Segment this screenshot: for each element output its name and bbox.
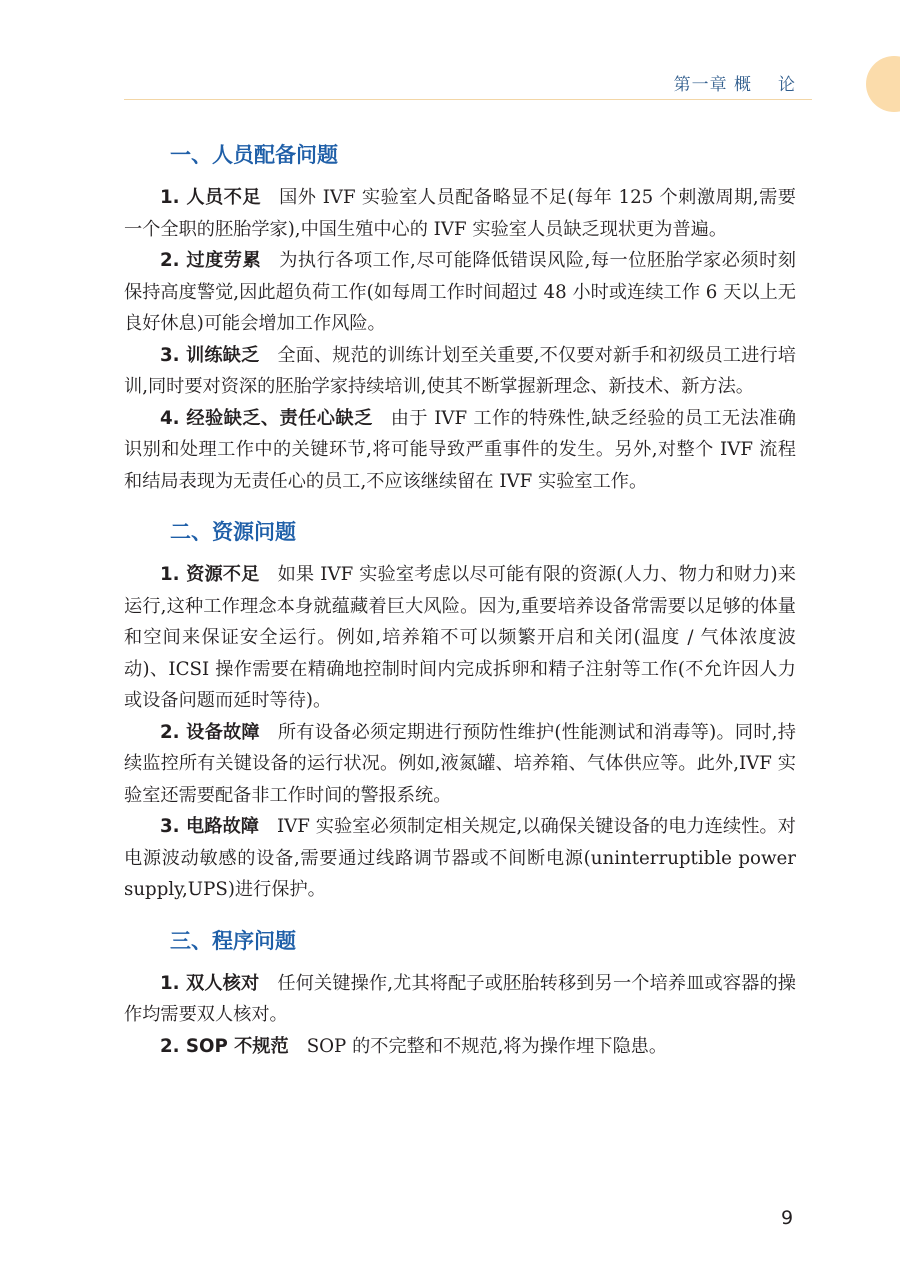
- item-text: 所有设备必须定期进行预防性维护(性能测试和消毒等)。同时,持续监控所有关键设备的运行状况。例如,液氮罐、培养箱、气体供应等。此外,IVF 实验室还需要配备非工作时间的警报系统。: [124, 721, 796, 806]
- item-title: 3. 电路故障: [160, 816, 259, 837]
- item-text: 国外 IVF 实验室人员配备略显不足(每年 125 个刺激周期,需要一个全职的胚胎学家),中国生殖中心的 IVF 实验室人员缺乏现状更为普遍。: [124, 187, 796, 240]
- item-title: 4. 经验缺乏、责任心缺乏: [160, 407, 373, 429]
- item-text: 任何关键操作,尤其将配子或胚胎转移到另一个培养皿或容器的操作均需要双人核对。: [124, 972, 796, 1025]
- item-text: 如果 IVF 实验室考虑以尽可能有限的资源(人力、物力和财力)来运行,这种工作理念本身就蕴藏着巨大风险。因为,重要培养设备常需要以足够的体量和空间来保证安全运行。例如,培养箱不可以频繁开启和关闭(温度 / 气体浓度波动)、ICSI 操作需要在精确地控制时间内完成拆卵和精子注射等工作(不允许因人力或设备问题而延时等待)。: [124, 564, 796, 711]
- item-title: 2. SOP 不规范: [160, 1035, 289, 1057]
- header-divider: [124, 99, 812, 100]
- item-text: SOP 的不完整和不规范,将为操作埋下隐患。: [306, 1035, 668, 1057]
- item-title: 1. 双人核对: [160, 972, 260, 994]
- item-text: 全面、规范的训练计划至关重要,不仅要对新手和初级员工进行培训,同时要对资深的胚胎学家持续培训,使其不断掌握新理念、新技术、新方法。: [124, 344, 796, 397]
- paragraph: [124, 968, 796, 1031]
- chapter-title-part1: 概: [734, 75, 752, 95]
- item-text: 由于 IVF 工作的特殊性,缺乏经验的员工无法准确识别和处理工作中的关键环节,将可能导致严重事件的发生。另外,对整个 IVF 流程和结局表现为无责任心的员工,不应该继续留在 IVF 实验室工作。: [124, 407, 796, 492]
- paragraph: [124, 717, 796, 812]
- item-text: IVF 实验室必须制定相关规定,以确保关键设备的电力连续性。对电源波动敏感的设备,需要通过线路调节器或不间断电源(uninterruptible power supply,UPS)进行保护。: [124, 816, 796, 900]
- item-title: 2. 过度劳累: [160, 250, 262, 271]
- paragraph: [124, 403, 796, 498]
- chapter-label: 第一章: [673, 75, 728, 95]
- item-title: 1. 资源不足: [160, 564, 260, 585]
- section-heading-procedures: 三、程序问题: [170, 928, 296, 953]
- item-title: 2. 设备故障: [160, 721, 260, 743]
- item-title: 3. 训练缺乏: [160, 344, 260, 366]
- section-heading-resources: 二、资源问题: [170, 520, 296, 544]
- paragraph: [124, 245, 796, 340]
- section-heading-staffing: 一、人员配备问题: [170, 143, 338, 167]
- page-number: 9: [781, 1207, 794, 1229]
- chapter-title-part2: 论: [778, 75, 796, 95]
- paragraph: [124, 559, 796, 717]
- paragraph: [124, 182, 796, 245]
- paragraph: [124, 340, 796, 403]
- page-body: [124, 132, 796, 1062]
- item-title: 1. 人员不足: [160, 187, 262, 208]
- paragraph: [124, 811, 796, 906]
- item-text: 为执行各项工作,尽可能降低错误风险,每一位胚胎学家必须时刻保持高度警觉,因此超负荷工作(如每周工作时间超过 48 小时或连续工作 6 天以上无良好休息)可能会增加工作风险。: [124, 250, 796, 334]
- paragraph: [124, 1031, 796, 1063]
- chapter-tab-marker: [866, 56, 900, 112]
- running-header: [674, 70, 796, 95]
